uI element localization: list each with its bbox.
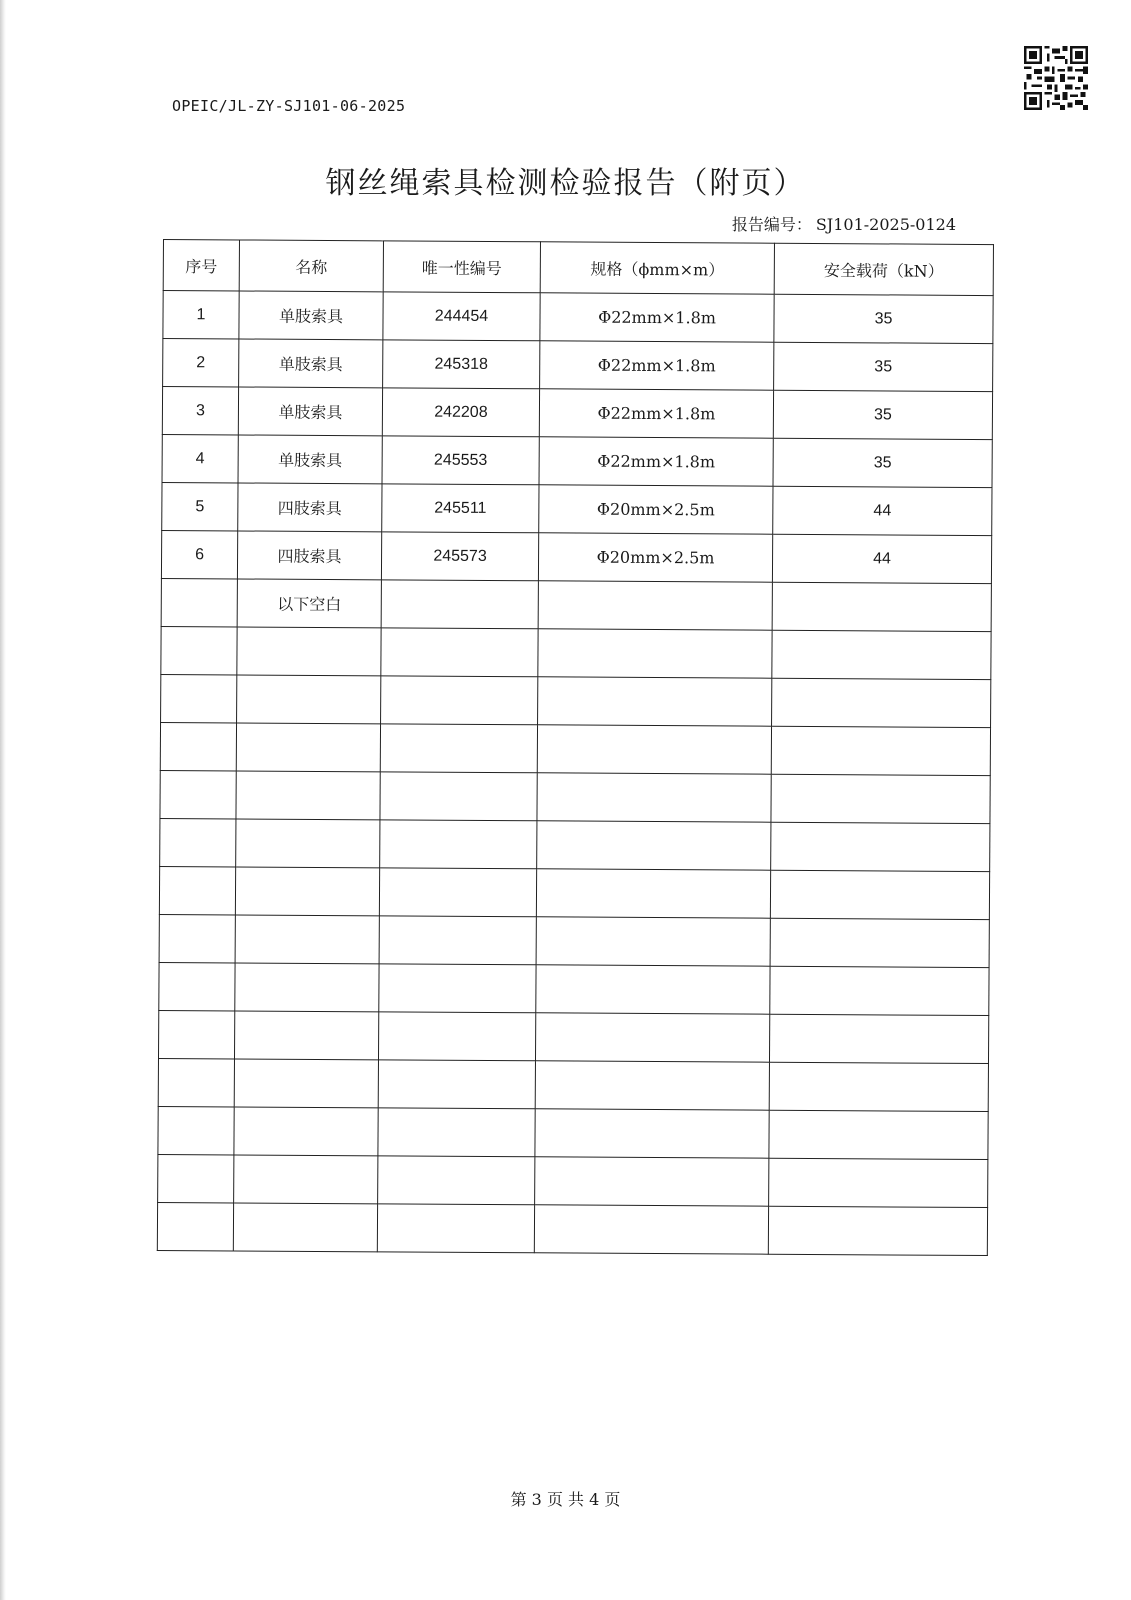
page-footer: 第 3 页 共 4 页 [510, 1490, 621, 1509]
cell-unique-id: 244454 [383, 292, 540, 341]
cell-unique-id: 245573 [381, 532, 538, 581]
cell-safe-load [772, 630, 991, 679]
cell-name [235, 867, 379, 916]
cell-unique-id [381, 628, 538, 677]
cell-unique-id: 245511 [382, 484, 539, 533]
cell-no: 6 [161, 530, 237, 578]
table-row [158, 1010, 988, 1063]
cell-name: 四肢索具 [238, 483, 382, 532]
scan-edge [0, 0, 6, 1600]
cell-name [234, 1059, 378, 1108]
cell-name [234, 1107, 378, 1156]
table-row [159, 866, 989, 919]
table-row [160, 722, 990, 775]
cell-no [158, 1106, 234, 1154]
table-row [163, 291, 993, 344]
cell-name: 单肢索具 [238, 387, 382, 436]
cell-name [236, 723, 380, 772]
cell-name: 单肢索具 [238, 435, 382, 484]
cell-no [158, 1154, 234, 1202]
cell-safe-load [770, 966, 989, 1015]
cell-safe-load [769, 1158, 988, 1207]
cell-unique-id: 245553 [382, 436, 539, 485]
cell-spec [536, 965, 770, 1014]
cell-safe-load: 44 [772, 534, 991, 583]
cell-spec [537, 821, 771, 870]
table-row [160, 770, 990, 823]
cell-safe-load [770, 918, 989, 967]
cell-no [159, 866, 235, 914]
cell-spec [535, 1013, 769, 1062]
cell-unique-id: 245318 [383, 340, 540, 389]
cell-safe-load: 35 [774, 294, 993, 343]
table-row [159, 962, 989, 1015]
col-header-unique-id: 唯一性编号 [383, 241, 540, 293]
cell-spec: Φ20mm×2.5m [539, 485, 773, 534]
cell-no [160, 770, 236, 818]
cell-no [161, 674, 237, 722]
table-header-row [163, 240, 993, 296]
cell-spec [538, 677, 772, 726]
table-row [161, 578, 991, 631]
cell-safe-load: 35 [773, 438, 992, 487]
col-header-name: 名称 [239, 240, 383, 292]
cell-name [236, 771, 380, 820]
cell-unique-id [380, 820, 537, 869]
cell-no [161, 578, 237, 626]
cell-safe-load: 44 [773, 486, 992, 535]
col-header-spec: 规格（ϕmm×m） [540, 242, 774, 294]
qr-code-icon [1024, 46, 1088, 110]
cell-no [160, 818, 236, 866]
cell-spec: Φ22mm×1.8m [540, 293, 774, 342]
document-code: OPEIC/JL-ZY-SJ101-06-2025 [172, 97, 406, 115]
cell-spec [538, 581, 772, 630]
cell-safe-load [769, 1110, 988, 1159]
report-number-label: 报告编号： [731, 215, 812, 234]
cell-unique-id [381, 580, 538, 629]
cell-name [234, 1155, 378, 1204]
cell-safe-load [769, 1062, 988, 1111]
table-row [161, 674, 991, 727]
cell-name [237, 675, 381, 724]
cell-spec: Φ22mm×1.8m [539, 389, 773, 438]
report-number [732, 212, 956, 235]
cell-spec: Φ20mm×2.5m [538, 533, 772, 582]
cell-safe-load [769, 1014, 988, 1063]
cell-no [157, 1202, 233, 1250]
cell-name: 四肢索具 [237, 531, 381, 580]
table-row [159, 914, 989, 967]
cell-no: 4 [162, 434, 238, 482]
cell-spec [536, 917, 770, 966]
table-row [158, 1154, 988, 1207]
col-header-no: 序号 [163, 240, 239, 291]
cell-name [237, 627, 381, 676]
cell-name: 以下空白 [237, 579, 381, 628]
cell-no [161, 626, 237, 674]
cell-unique-id [379, 964, 536, 1013]
cell-unique-id [378, 1060, 535, 1109]
cell-no [159, 914, 235, 962]
cell-unique-id [378, 1012, 535, 1061]
cell-name [236, 819, 380, 868]
table-row [160, 818, 990, 871]
cell-no: 1 [163, 291, 239, 339]
table-row [161, 626, 991, 679]
cell-safe-load [770, 870, 989, 919]
cell-safe-load [771, 726, 990, 775]
cell-spec [536, 869, 770, 918]
cell-unique-id [379, 868, 536, 917]
cell-unique-id: 242208 [382, 388, 539, 437]
cell-name [233, 1203, 377, 1252]
cell-unique-id [381, 676, 538, 725]
table-row [162, 434, 992, 487]
cell-spec [537, 725, 771, 774]
cell-spec [535, 1109, 769, 1158]
cell-no: 3 [162, 387, 238, 435]
table-body [157, 291, 993, 1256]
cell-spec [537, 773, 771, 822]
cell-safe-load [771, 774, 990, 823]
cell-safe-load [772, 582, 991, 631]
cell-unique-id [378, 1108, 535, 1157]
cell-unique-id [380, 724, 537, 773]
cell-no: 5 [162, 482, 238, 530]
cell-no: 2 [163, 339, 239, 387]
cell-spec [538, 629, 772, 678]
report-number-value: SJ101-2025-0124 [815, 215, 956, 234]
table-row [162, 482, 992, 535]
cell-safe-load [768, 1206, 987, 1255]
cell-no [158, 1010, 234, 1058]
table-row [157, 1202, 987, 1255]
cell-name [234, 1011, 378, 1060]
cell-unique-id [380, 772, 537, 821]
table-row [158, 1058, 988, 1111]
cell-spec [534, 1205, 768, 1254]
cell-no [159, 962, 235, 1010]
cell-no [160, 722, 236, 770]
cell-safe-load: 35 [774, 342, 993, 391]
cell-spec [535, 1061, 769, 1110]
cell-name [235, 963, 379, 1012]
cell-safe-load [772, 678, 991, 727]
col-header-safe-load: 安全载荷（kN） [774, 243, 993, 295]
table-row [161, 530, 991, 583]
cell-no [158, 1058, 234, 1106]
cell-spec: Φ22mm×1.8m [539, 437, 773, 486]
report-title: 钢丝绳索具检测检验报告（附页） [325, 166, 806, 201]
cell-name: 单肢索具 [239, 339, 383, 388]
cell-safe-load [771, 822, 990, 871]
cell-unique-id [379, 916, 536, 965]
cell-spec: Φ22mm×1.8m [540, 341, 774, 390]
table-row [162, 387, 992, 440]
table-row [158, 1106, 988, 1159]
cell-spec [535, 1157, 769, 1206]
cell-unique-id [377, 1204, 534, 1253]
cell-name [235, 915, 379, 964]
inspection-table [157, 239, 994, 1256]
table-row [163, 339, 993, 392]
cell-unique-id [378, 1156, 535, 1205]
cell-name: 单肢索具 [239, 291, 383, 340]
cell-safe-load: 35 [773, 390, 992, 439]
